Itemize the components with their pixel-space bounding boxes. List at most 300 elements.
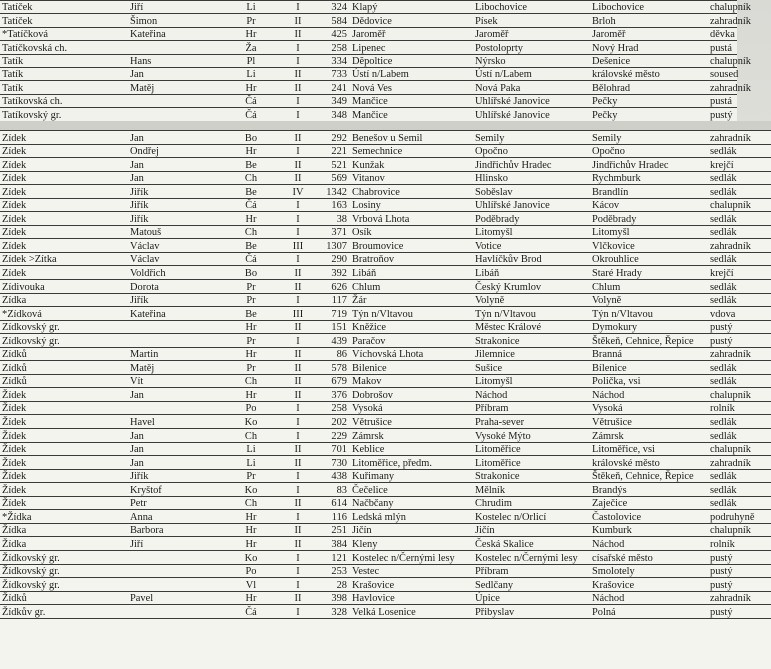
parish-cell: Votice — [473, 239, 590, 253]
estate-cell: Dymokury — [590, 320, 708, 334]
table-row — [0, 225, 771, 239]
region-code-cell: Be — [226, 239, 276, 253]
region-code-cell: Li — [226, 456, 276, 470]
bottom-register-table — [0, 130, 771, 619]
page-cell: 578 — [320, 361, 350, 375]
surname-cell: Žídek — [0, 496, 128, 510]
occupation-cell: sedlák — [708, 469, 771, 483]
volume-cell: I — [276, 108, 320, 121]
region-code-cell: Be — [226, 158, 276, 172]
village-cell: Čečelice — [350, 483, 473, 497]
table-row — [0, 537, 771, 551]
page-cell: 334 — [320, 54, 350, 67]
given-name-cell: Matěj — [128, 361, 226, 375]
village-cell: Vysoká — [350, 401, 473, 415]
parish-cell: Litoměřice — [473, 442, 590, 456]
occupation-cell: pustý — [708, 564, 771, 578]
village-cell: Losiny — [350, 198, 473, 212]
given-name-cell: Barbora — [128, 523, 226, 537]
estate-cell: Polička, vsi — [590, 374, 708, 388]
estate-cell: Branná — [590, 347, 708, 361]
volume-cell: I — [276, 334, 320, 348]
village-cell: Jaroměř — [350, 27, 473, 40]
region-code-cell: Pr — [226, 293, 276, 307]
table-row — [0, 67, 737, 80]
given-name-cell: Jan — [128, 158, 226, 172]
given-name-cell: Jiřík — [128, 198, 226, 212]
volume-cell: I — [276, 225, 320, 239]
occupation-cell: pustý — [708, 320, 771, 334]
estate-cell: Brandýs — [590, 483, 708, 497]
village-cell: Kostelec n/Černými lesy — [350, 550, 473, 564]
village-cell: Paračov — [350, 334, 473, 348]
village-cell: Kněžice — [350, 320, 473, 334]
village-cell: Klapý — [350, 1, 473, 14]
occupation-cell: chalupník — [708, 442, 771, 456]
region-code-cell: Pl — [226, 54, 276, 67]
page-cell: 701 — [320, 442, 350, 456]
given-name-cell — [128, 401, 226, 415]
village-cell: Havlovice — [350, 591, 473, 605]
estate-cell: Pečky — [590, 94, 708, 107]
estate-cell: Náchod — [590, 591, 708, 605]
region-code-cell: Bo — [226, 131, 276, 145]
estate-cell: Vlčkovice — [590, 239, 708, 253]
surname-cell: Zídek — [0, 171, 128, 185]
parish-cell: Týn n/Vltavou — [473, 307, 590, 321]
village-cell: Dobrošov — [350, 388, 473, 402]
table-row — [0, 347, 771, 361]
occupation-cell: chalupník — [708, 523, 771, 537]
parish-cell: Nová Paka — [473, 81, 590, 94]
surname-cell: Zídek — [0, 198, 128, 212]
table-row — [0, 280, 771, 294]
table-row — [0, 374, 771, 388]
volume-cell: II — [276, 171, 320, 185]
region-code-cell: Pr — [226, 334, 276, 348]
volume-cell: II — [276, 496, 320, 510]
occupation-cell: zahradník — [708, 131, 771, 145]
parish-cell: Strakonice — [473, 334, 590, 348]
village-cell: Mančice — [350, 108, 473, 121]
surname-cell: Tatíkovský gr. — [0, 108, 128, 121]
given-name-cell: Kateřina — [128, 307, 226, 321]
region-code-cell: Hr — [226, 81, 276, 94]
village-cell: Kunžak — [350, 158, 473, 172]
occupation-cell: sedlák — [708, 212, 771, 226]
village-cell: Lipenec — [350, 41, 473, 54]
village-cell: Velká Losenice — [350, 605, 473, 619]
volume-cell: II — [276, 442, 320, 456]
given-name-cell: Jiří — [128, 537, 226, 551]
estate-cell: Semily — [590, 131, 708, 145]
village-cell: Broumovice — [350, 239, 473, 253]
village-cell: Ústí n/Labem — [350, 67, 473, 80]
bottom-register-block — [0, 130, 771, 669]
volume-cell: II — [276, 81, 320, 94]
region-code-cell: Pr — [226, 14, 276, 27]
occupation-cell: pustý — [708, 550, 771, 564]
page-cell: 86 — [320, 347, 350, 361]
volume-cell: I — [276, 483, 320, 497]
region-code-cell: Ch — [226, 429, 276, 443]
volume-cell: I — [276, 429, 320, 443]
occupation-cell: sedlák — [708, 185, 771, 199]
village-cell: Keblice — [350, 442, 473, 456]
table-row — [0, 578, 771, 592]
region-code-cell: Čá — [226, 605, 276, 619]
page-cell: 221 — [320, 144, 350, 158]
volume-cell: II — [276, 388, 320, 402]
page-cell: 626 — [320, 280, 350, 294]
region-code-cell: Hr — [226, 510, 276, 524]
page-cell: 258 — [320, 401, 350, 415]
table-row — [0, 131, 771, 145]
given-name-cell: Ondřej — [128, 144, 226, 158]
table-row — [0, 456, 771, 470]
volume-cell: II — [276, 347, 320, 361]
parish-cell: Kostelec n/Černými lesy — [473, 550, 590, 564]
volume-cell: III — [276, 307, 320, 321]
volume-cell: I — [276, 564, 320, 578]
table-row — [0, 293, 771, 307]
parish-cell: Soběslav — [473, 185, 590, 199]
given-name-cell: Jiřík — [128, 293, 226, 307]
village-cell: Semechnice — [350, 144, 473, 158]
estate-cell: Zaječice — [590, 496, 708, 510]
estate-cell: Bělohrad — [590, 81, 708, 94]
surname-cell: Tatík — [0, 81, 128, 94]
table-row — [0, 252, 771, 266]
surname-cell: Tatíček — [0, 14, 128, 27]
estate-cell: královské město — [590, 456, 708, 470]
parish-cell: Přibyslav — [473, 605, 590, 619]
table-row — [0, 94, 737, 107]
occupation-cell: pustá — [708, 94, 737, 107]
page-cell: 1342 — [320, 185, 350, 199]
region-code-cell: Be — [226, 307, 276, 321]
volume-cell: I — [276, 54, 320, 67]
volume-cell: II — [276, 374, 320, 388]
village-cell: Chabrovice — [350, 185, 473, 199]
table-row — [0, 429, 771, 443]
region-code-cell: Hr — [226, 523, 276, 537]
parish-cell: Česká Skalice — [473, 537, 590, 551]
estate-cell: Smolotely — [590, 564, 708, 578]
parish-cell: Poděbrady — [473, 212, 590, 226]
page-cell: 733 — [320, 67, 350, 80]
parish-cell: Litomyšl — [473, 225, 590, 239]
occupation-cell: rolník — [708, 401, 771, 415]
estate-cell: Štěkeň, Cehnice, Řepice — [590, 334, 708, 348]
region-code-cell: Hr — [226, 537, 276, 551]
page-cell: 28 — [320, 578, 350, 592]
table-row — [0, 185, 771, 199]
surname-cell: Zídek — [0, 131, 128, 145]
page-cell: 151 — [320, 320, 350, 334]
given-name-cell: Hans — [128, 54, 226, 67]
region-code-cell: Ch — [226, 171, 276, 185]
region-code-cell: Hr — [226, 320, 276, 334]
volume-cell: II — [276, 131, 320, 145]
given-name-cell: Jan — [128, 442, 226, 456]
occupation-cell: pustá — [708, 41, 737, 54]
table-row — [0, 564, 771, 578]
region-code-cell: Ch — [226, 496, 276, 510]
village-cell: Kleny — [350, 537, 473, 551]
page-cell: 384 — [320, 537, 350, 551]
given-name-cell: Jan — [128, 67, 226, 80]
village-cell: Krašovice — [350, 578, 473, 592]
surname-cell: Zídek >Zítka — [0, 252, 128, 266]
region-code-cell: Li — [226, 1, 276, 14]
surname-cell: Zídek — [0, 158, 128, 172]
given-name-cell: Martin — [128, 347, 226, 361]
village-cell: Bratroňov — [350, 252, 473, 266]
surname-cell: Žídek — [0, 388, 128, 402]
volume-cell: I — [276, 144, 320, 158]
table-row — [0, 442, 771, 456]
page-cell: 251 — [320, 523, 350, 537]
given-name-cell: Matěj — [128, 81, 226, 94]
region-code-cell: Hr — [226, 591, 276, 605]
village-cell: Ledská mlýn — [350, 510, 473, 524]
occupation-cell: sedlák — [708, 483, 771, 497]
estate-cell: Dešenice — [590, 54, 708, 67]
volume-cell: II — [276, 591, 320, 605]
estate-cell: Litoměřice, vsi — [590, 442, 708, 456]
estate-cell: Litomyšl — [590, 225, 708, 239]
surname-cell: Zídek — [0, 185, 128, 199]
estate-cell: královské město — [590, 67, 708, 80]
table-row — [0, 469, 771, 483]
given-name-cell: Jiřík — [128, 469, 226, 483]
occupation-cell: zahradník — [708, 239, 771, 253]
volume-cell: I — [276, 252, 320, 266]
parish-cell: Uhlířské Janovice — [473, 94, 590, 107]
estate-cell: Brloh — [590, 14, 708, 27]
volume-cell: I — [276, 293, 320, 307]
estate-cell: Brandlín — [590, 185, 708, 199]
parish-cell: Opočno — [473, 144, 590, 158]
estate-cell: Chlum — [590, 280, 708, 294]
village-cell: Vestec — [350, 564, 473, 578]
given-name-cell — [128, 550, 226, 564]
table-row — [0, 401, 771, 415]
surname-cell: Zídek — [0, 266, 128, 280]
volume-cell: I — [276, 401, 320, 415]
occupation-cell: sedlák — [708, 496, 771, 510]
page-cell: 425 — [320, 27, 350, 40]
estate-cell: Polná — [590, 605, 708, 619]
parish-cell: Semily — [473, 131, 590, 145]
table-row — [0, 510, 771, 524]
page-cell: 730 — [320, 456, 350, 470]
region-code-cell: Čá — [226, 198, 276, 212]
page-cell: 392 — [320, 266, 350, 280]
volume-cell: II — [276, 67, 320, 80]
occupation-cell: sedlák — [708, 293, 771, 307]
table-row — [0, 212, 771, 226]
volume-cell: I — [276, 415, 320, 429]
surname-cell: Zídek — [0, 239, 128, 253]
parish-cell: Kostelec n/Orlicí — [473, 510, 590, 524]
table-row — [0, 27, 737, 40]
surname-cell: Zídek — [0, 225, 128, 239]
occupation-cell: chalupník — [708, 198, 771, 212]
given-name-cell: Jan — [128, 131, 226, 145]
occupation-cell: zahradník — [710, 15, 751, 27]
estate-cell: Volyně — [590, 293, 708, 307]
surname-cell: Tatíček — [0, 1, 128, 14]
occupation-cell: zahradník — [710, 82, 751, 94]
region-code-cell: Pr — [226, 361, 276, 375]
table-row — [0, 158, 771, 172]
page-cell: 348 — [320, 108, 350, 121]
occupation-cell: pustý — [708, 108, 737, 121]
given-name-cell — [128, 320, 226, 334]
region-code-cell: Ko — [226, 483, 276, 497]
page-cell: 38 — [320, 212, 350, 226]
given-name-cell: Pavel — [128, 591, 226, 605]
occupation-cell: sedlák — [708, 429, 771, 443]
volume-cell: IV — [276, 185, 320, 199]
surname-cell: Zídkovský gr. — [0, 320, 128, 334]
estate-cell: Týn n/Vltavou — [590, 307, 708, 321]
parish-cell: Hlinsko — [473, 171, 590, 185]
surname-cell: Žídků — [0, 591, 128, 605]
occupation-cell: rolník — [708, 537, 771, 551]
estate-cell: Větrušice — [590, 415, 708, 429]
occupation-cell: zahradník — [708, 347, 771, 361]
given-name-cell: Petr — [128, 496, 226, 510]
surname-cell: Žídek — [0, 442, 128, 456]
surname-cell: Zídků — [0, 361, 128, 375]
given-name-cell: Kryštof — [128, 483, 226, 497]
region-code-cell: Hr — [226, 144, 276, 158]
parish-cell: Sedlčany — [473, 578, 590, 592]
parish-cell: Nýrsko — [473, 54, 590, 67]
region-code-cell: Ch — [226, 374, 276, 388]
region-code-cell: Vl — [226, 578, 276, 592]
surname-cell: Žídek — [0, 469, 128, 483]
given-name-cell: Dorota — [128, 280, 226, 294]
table-row — [0, 81, 737, 94]
occupation-cell: sedlák — [708, 171, 771, 185]
village-cell: Vrbová Lhota — [350, 212, 473, 226]
region-code-cell: Li — [226, 442, 276, 456]
table-row — [0, 550, 771, 564]
given-name-cell — [128, 41, 226, 54]
parish-cell: Chrudim — [473, 496, 590, 510]
village-cell: Dĕpoltice — [350, 54, 473, 67]
region-code-cell: Čá — [226, 252, 276, 266]
given-name-cell: Jan — [128, 171, 226, 185]
estate-cell: Vysoká — [590, 401, 708, 415]
village-cell: Víchovská Lhota — [350, 347, 473, 361]
occupation-cell: sedlák — [708, 225, 771, 239]
page-cell: 229 — [320, 429, 350, 443]
surname-cell: Zídkovský gr. — [0, 334, 128, 348]
region-code-cell: Ža — [226, 41, 276, 54]
surname-cell: Žídek — [0, 401, 128, 415]
given-name-cell — [128, 334, 226, 348]
page-cell: 324 — [320, 1, 350, 14]
surname-cell: Zídivouka — [0, 280, 128, 294]
parish-cell: Strakonice — [473, 469, 590, 483]
given-name-cell: Václav — [128, 239, 226, 253]
surname-cell: *Tatíčková — [0, 27, 128, 40]
given-name-cell — [128, 578, 226, 592]
estate-cell: Poděbrady — [590, 212, 708, 226]
given-name-cell: Jan — [128, 429, 226, 443]
estate-cell: Zámrsk — [590, 429, 708, 443]
village-cell: Větrušice — [350, 415, 473, 429]
occupation-cell: vdova — [708, 307, 771, 321]
region-code-cell: Hr — [226, 212, 276, 226]
table-row — [0, 591, 771, 605]
village-cell: Jičín — [350, 523, 473, 537]
occupation-cell: sedlák — [708, 252, 771, 266]
region-code-cell: Čá — [226, 94, 276, 107]
surname-cell: Žídkovský gr. — [0, 564, 128, 578]
village-cell: Týn n/Vltavou — [350, 307, 473, 321]
page-cell: 376 — [320, 388, 350, 402]
village-cell: Chlum — [350, 280, 473, 294]
page-cell: 292 — [320, 131, 350, 145]
page-cell: 253 — [320, 564, 350, 578]
surname-cell: Žídek — [0, 429, 128, 443]
table-row — [0, 144, 771, 158]
volume-cell: II — [276, 27, 320, 40]
parish-cell: Libáň — [473, 266, 590, 280]
volume-cell: I — [276, 198, 320, 212]
region-code-cell: Ch — [226, 225, 276, 239]
table-row — [0, 171, 771, 185]
surname-cell: Zídků — [0, 374, 128, 388]
occupation-cell: zahradník — [708, 591, 771, 605]
parish-cell: Praha-sever — [473, 415, 590, 429]
estate-cell: Kumburk — [590, 523, 708, 537]
occupation-cell: sedlák — [708, 280, 771, 294]
parish-cell: Sušice — [473, 361, 590, 375]
page-cell: 679 — [320, 374, 350, 388]
volume-cell: II — [276, 320, 320, 334]
page-cell: 83 — [320, 483, 350, 497]
volume-cell: II — [276, 361, 320, 375]
parish-cell: Postoloprty — [473, 41, 590, 54]
surname-cell: Tatíčkovská ch. — [0, 41, 128, 54]
region-code-cell: Čá — [226, 108, 276, 121]
occupation-cell: sedlák — [708, 361, 771, 375]
table-row — [0, 334, 771, 348]
surname-cell: Žídka — [0, 537, 128, 551]
parish-cell: Příbram — [473, 401, 590, 415]
village-cell: Libáň — [350, 266, 473, 280]
given-name-cell: Jiřík — [128, 212, 226, 226]
parish-cell: Vysoké Mýto — [473, 429, 590, 443]
given-name-cell — [128, 564, 226, 578]
given-name-cell: Jan — [128, 456, 226, 470]
region-code-cell: Hr — [226, 347, 276, 361]
surname-cell: Tatík — [0, 67, 128, 80]
volume-cell: I — [276, 605, 320, 619]
estate-cell: Jindřichův Hradec — [590, 158, 708, 172]
given-name-cell: Jan — [128, 388, 226, 402]
given-name-cell: Voldřich — [128, 266, 226, 280]
page-cell: 163 — [320, 198, 350, 212]
occupation-cell: soused — [710, 69, 739, 81]
